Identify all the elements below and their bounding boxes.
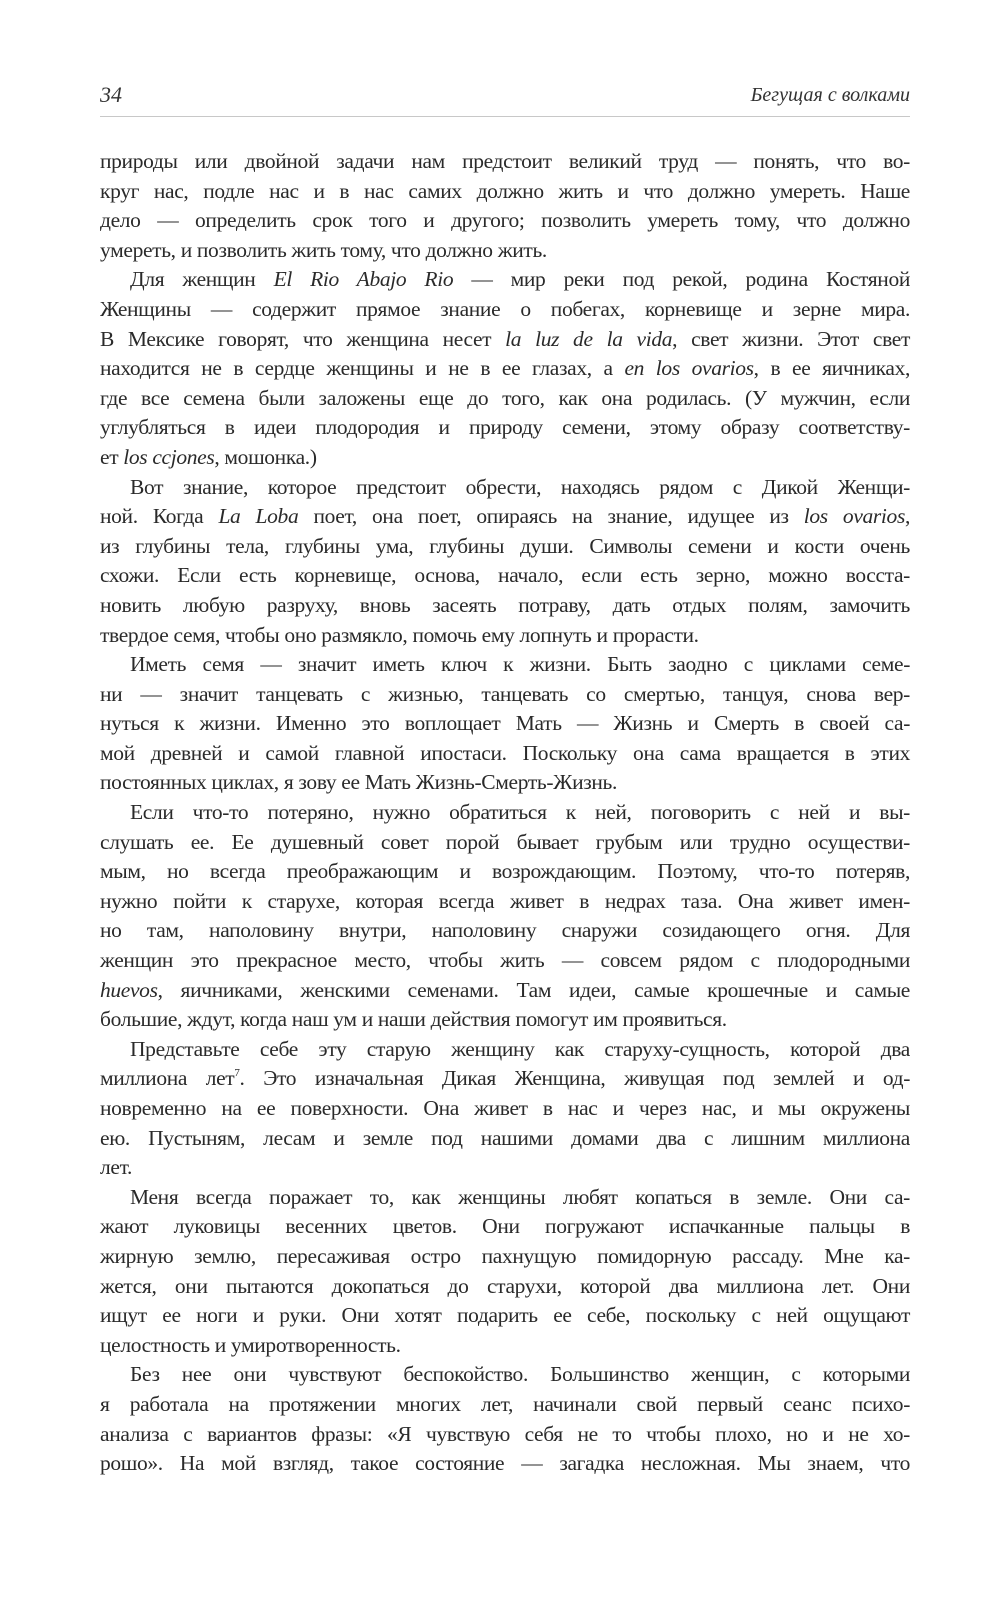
text-line [100,621,910,651]
text-run: находится не в сердце женщины и не в ее глазах, а [100,356,625,381]
text-run: нужно пойти к старухе, которая всегда живет в недрах таза. Она живет имен- [100,888,910,913]
text-run: , мошонка.) [214,444,317,469]
italic-phrase: en los ovarios [624,356,754,381]
text-line [100,828,910,858]
italic-phrase: la luz de la vida [505,326,673,351]
text-run: ни — значит танцевать с жизнью, танцевать со смертью, танцуя, снова вер- [100,681,910,706]
text-run: но там, наполовину внутри, наполовину снаружи созидающего огня. Для [100,918,910,943]
text-line [100,1301,910,1331]
text-line [100,680,910,710]
text-line [100,206,910,236]
paragraph [100,1035,910,1183]
text-line [100,739,910,769]
text-line [100,532,910,562]
text-run: целостность и умиротворенность. [100,1332,401,1357]
text-run: , в ее яичниках, [753,356,910,381]
paragraph [100,650,910,798]
text-line [100,443,910,473]
text-run: Женщины — содержит прямое знание о побегах, корневище и зерне мира. [100,296,910,321]
text-run: — мир реки под рекой, родина Костяной [453,267,911,292]
text-run: , свет жизни. Этот свет [672,326,910,351]
text-line [100,236,910,266]
text-run: большие, ждут, когда наш ум и наши действия помогут им проявиться. [100,1007,727,1032]
text-run: , [904,504,910,529]
text-line [100,887,910,917]
text-line [100,265,910,295]
text-line [100,1360,910,1390]
text-run: постоянных циклах, я зову ее Мать Жизнь-Смерть-Жизнь. [100,770,617,795]
text-run: я работала на протяжении многих лет, начинали свой первый сеанс психо- [100,1391,910,1416]
text-line [100,1390,910,1420]
text-run: мой древней и самой главной ипостаси. Поскольку она сама вращается в этих [100,740,910,765]
text-line [100,1035,910,1065]
page-header [100,78,910,117]
text-line [100,147,910,177]
italic-phrase: los ccjones [123,444,215,469]
italic-phrase: El Rio Abajo Rio [273,267,454,292]
text-line [100,177,910,207]
text-run: твердое семя, чтобы оно размякло, помочь ему лопнуть и прорасти. [100,622,699,647]
text-run: Вот знание, которое предстоит обрести, находясь рядом с Дикой Женщи- [130,474,910,499]
text-run: рошо». На мой взгляд, такое состояние — загадка несложная. Мы знаем, что [100,1451,910,1476]
text-run: жирную землю, пересаживая остро пахнущую помидорную рассаду. Мне ка- [100,1243,910,1268]
text-line [100,1153,910,1183]
text-run: В Мексике говорят, что женщина несет [100,326,506,351]
text-line [100,857,910,887]
italic-phrase: La Loba [218,504,299,529]
text-run: умереть, и позволить жить тому, что должно жить. [100,237,547,262]
text-run: нуться к жизни. Именно это воплощает Мать — Жизнь и Смерть в своей са- [100,711,910,736]
text-line [100,325,910,355]
text-run: Представьте себе эту старую женщину как старуху-сущность, которой два [130,1036,910,1061]
text-run: поет, она поет, опираясь на знание, идущее из [298,504,804,529]
text-line [100,1212,910,1242]
text-run: ет [100,444,124,469]
paragraph [100,473,910,651]
text-run: Если что-то потеряно, нужно обратиться к ней, поговорить с ней и вы- [130,800,910,825]
text-line [100,591,910,621]
paragraph [100,1183,910,1361]
text-run: углубляться в идеи плодородия и природу семени, этому образу соответству- [100,415,910,440]
text-run: новить любую разруху, вновь засеять потраву, дать отдых полям, замочить [100,592,910,617]
text-run: круг нас, подле нас и в нас самих должно жить и что должно умереть. Наше [100,178,910,203]
text-line [100,798,910,828]
text-line [100,1183,910,1213]
text-line [100,384,910,414]
text-line [100,1449,910,1479]
text-line [100,1094,910,1124]
running-title: Бегущая с волками [750,84,910,106]
text-line [100,1005,910,1035]
text-run: . Это изначальная Дикая Женщина, живущая под землей и од- [239,1066,910,1091]
text-run: Меня всегда поражает то, как женщины любят копаться в земле. Они са- [130,1184,910,1209]
paragraph [100,265,910,472]
text-run: , яичниками, женскими семенами. Там идеи, самые крошечные и самые [157,977,910,1002]
text-line [100,976,910,1006]
text-line [100,295,910,325]
text-line [100,502,910,532]
text-line [100,916,910,946]
text-run: новременно на ее поверхности. Она живет в нас и через нас, и мы окружены [100,1096,910,1120]
text-run: дело — определить срок того и другого; позволить умереть тому, что должно [100,208,910,233]
text-run: жется, они пытаются докопаться до старухи, которой два миллиона лет. Они [100,1273,910,1298]
text-line [100,354,910,384]
text-line [100,1124,910,1154]
text-run: ной. Когда [100,504,219,529]
text-run: где все семена были заложены еще до того, как она родилась. (У мужчин, если [100,385,910,410]
text-run: из глубины тела, глубины ума, глубины души. Символы семени и кости очень [100,533,910,558]
text-line [100,1420,910,1450]
text-run: миллиона лет [100,1066,235,1091]
text-line [100,946,910,976]
text-run: схожи. Если есть корневище, основа, начало, если есть зерно, можно восста- [100,563,910,588]
italic-phrase: los ovarios [803,504,905,529]
italic-phrase: huevos [100,977,158,1002]
text-line [100,650,910,680]
text-line [100,473,910,503]
paragraph [100,798,910,1035]
text-line [100,1242,910,1272]
text-line [100,1272,910,1302]
text-run: ею. Пустыням, лесам и земле под нашими домами два с лишним миллиона [100,1125,910,1150]
text-run: женщин это прекрасное место, чтобы жить — совсем рядом с плодородными [100,948,910,973]
page-number: 34 [100,82,122,107]
text-run: природы или двойной задачи нам предстоит великий труд — понять, что во- [100,149,910,173]
text-line [100,1064,910,1094]
text-line [100,561,910,591]
text-run: лет. [100,1155,133,1180]
text-run: ищут ее ноги и руки. Они хотят подарить ее себе, поскольку с ней ощущают [100,1303,910,1328]
body-text [100,147,910,1479]
paragraph [100,147,910,265]
text-line [100,1331,910,1361]
text-run: слушать ее. Ее душевный совет порой бывает грубым или трудно осуществи- [100,829,910,854]
paragraph [100,1360,910,1478]
text-line [100,709,910,739]
text-run: анализа с вариантов фразы: «Я чувствую себя не то чтобы плохо, но и не хо- [100,1421,910,1446]
text-line [100,413,910,443]
text-run: жают луковицы весенних цветов. Они погружают испачканные пальцы в [100,1214,910,1239]
text-run: мым, но всегда преображающим и возрождающим. Поэтому, что-то потеряв, [100,859,910,884]
text-run: Для женщин [130,267,274,292]
text-run: Без нее они чувствуют беспокойство. Большинство женщин, с которыми [130,1362,910,1387]
text-line [100,768,910,798]
text-run: Иметь семя — значит иметь ключ к жизни. Быть заодно с циклами семе- [130,652,910,677]
footnote-ref: 7 [234,1067,240,1080]
